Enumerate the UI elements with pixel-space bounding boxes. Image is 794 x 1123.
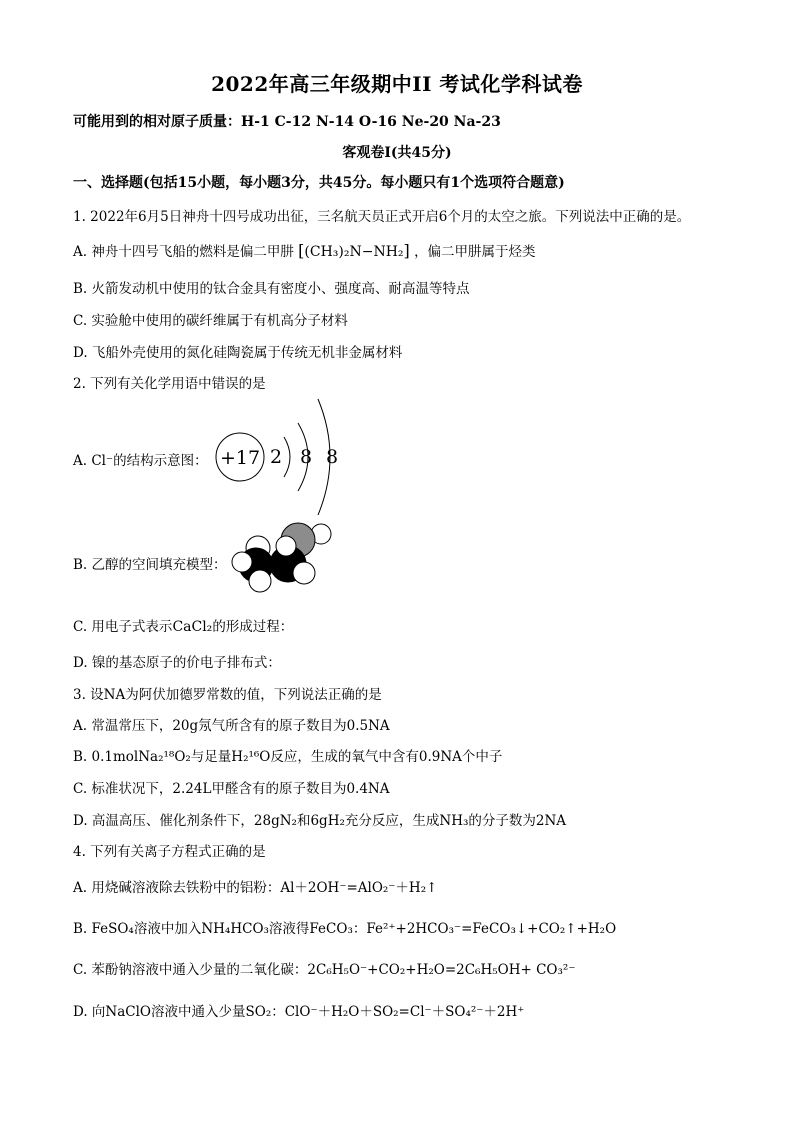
q4-stem: 4. 下列有关离子方程式正确的是 bbox=[73, 844, 266, 860]
hydrogen-atom bbox=[232, 552, 252, 572]
q1-option-b: B. 火箭发动机中使用的钛合金具有密度小、强度高、耐高温等特点 bbox=[73, 281, 470, 297]
q4-option-b: B. FeSO₄溶液中加入NH₄HCO₃溶液得FeCO₃：Fe²⁺+2HCO₃⁻=FeCO₃↓+CO₂↑+H₂O bbox=[73, 921, 617, 937]
q3-option-c: C. 标准状况下，2.24L甲醛含有的原子数目为0.4NA bbox=[73, 781, 390, 797]
nucleus-charge: +17 bbox=[219, 447, 261, 469]
q3-stem: 3. 设NA为阿伏加德罗常数的值，下列说法正确的是 bbox=[73, 687, 382, 703]
q4-option-c: C. 苯酚钠溶液中通入少量的二氧化碳：2C₆H₅O⁻+CO₂+H₂O=2C₆H₅OH+ CO₃²⁻ bbox=[73, 962, 576, 978]
q2-c-text-pre: C. 用电子式表示 bbox=[73, 619, 173, 635]
shell-electrons-3: 8 bbox=[325, 446, 339, 468]
ethanol-space-filling-model bbox=[228, 518, 338, 598]
q1-option-c: C. 实验舱中使用的碳纤维属于有机高分子材料 bbox=[73, 313, 348, 329]
cl-ion-structure-diagram bbox=[212, 395, 352, 515]
shell-electrons-1: 2 bbox=[269, 446, 283, 468]
hydrogen-atom bbox=[276, 536, 296, 556]
q1-a-text-pre: A. 神舟十四号飞船的燃料是偏二甲肼 bbox=[73, 244, 294, 260]
q1-option-a bbox=[73, 240, 536, 260]
q3-option-d: D. 高温高压、催化剂条件下，28gN₂和6gH₂充分反应，生成NH₃的分子数为2NA bbox=[73, 813, 567, 829]
q1-a-formula: [(CH₃)₂N−NH₂] bbox=[298, 241, 410, 260]
atomic-mass-line bbox=[73, 111, 501, 131]
q2-c-formula: CaCl₂ bbox=[172, 619, 213, 635]
q2-option-a-label: A. Cl⁻的结构示意图： bbox=[73, 453, 208, 469]
atomic-mass-values: H-1 C-12 N-14 O-16 Ne-20 Na-23 bbox=[241, 114, 501, 130]
electron-shell-1 bbox=[284, 437, 290, 477]
section-header: 客观卷I(共45分) bbox=[342, 145, 452, 161]
q2-option-d: D. 镍的基态原子的价电子排布式： bbox=[73, 655, 281, 671]
atomic-mass-label: 可能用到的相对原子质量： bbox=[73, 114, 241, 130]
hydrogen-atom bbox=[249, 570, 271, 592]
hydrogen-atom bbox=[293, 562, 315, 584]
q2-option-c bbox=[73, 615, 293, 635]
part1-header: 一、选择题(包括15小题，每小题3分，共45分。每小题只有1个选项符合题意) bbox=[73, 175, 565, 191]
q1-option-d: D. 飞船外壳使用的氮化硅陶瓷属于传统无机非金属材料 bbox=[73, 345, 403, 361]
q3-option-b: B. 0.1molNa₂¹⁸O₂与足量H₂¹⁶O反应，生成的氧气中含有0.9NA个中子 bbox=[73, 749, 503, 765]
q2-option-b-label: B. 乙醇的空间填充模型： bbox=[73, 557, 227, 573]
q1-stem: 1. 2022年6月5日神舟十四号成功出征，三名航天员正式开启6个月的太空之旅。下列说法中正确的是。 bbox=[73, 209, 691, 225]
shell-electrons-2: 8 bbox=[299, 446, 313, 468]
q3-option-a: A. 常温常压下，20g氖气所含有的原子数目为0.5NA bbox=[73, 718, 390, 734]
q2-c-text-post: 的形成过程： bbox=[212, 619, 294, 635]
q4-option-d: D. 向NaClO溶液中通入少量SO₂：ClO⁻＋H₂O＋SO₂=Cl⁻＋SO₄²⁻＋2H⁺ bbox=[73, 1004, 525, 1020]
q2-stem: 2. 下列有关化学用语中错误的是 bbox=[73, 376, 266, 392]
q4-option-a: A. 用烧碱溶液除去铁粉中的铝粉：Al＋2OH⁻=AlO₂⁻＋H₂↑ bbox=[73, 880, 438, 896]
page-title: 2022年高三年级期中II 考试化学科试卷 bbox=[211, 72, 583, 96]
q1-a-formula-text: (CH₃)₂N−NH₂ bbox=[304, 244, 404, 260]
q1-a-text-post: ，偏二甲肼属于烃类 bbox=[414, 244, 536, 260]
